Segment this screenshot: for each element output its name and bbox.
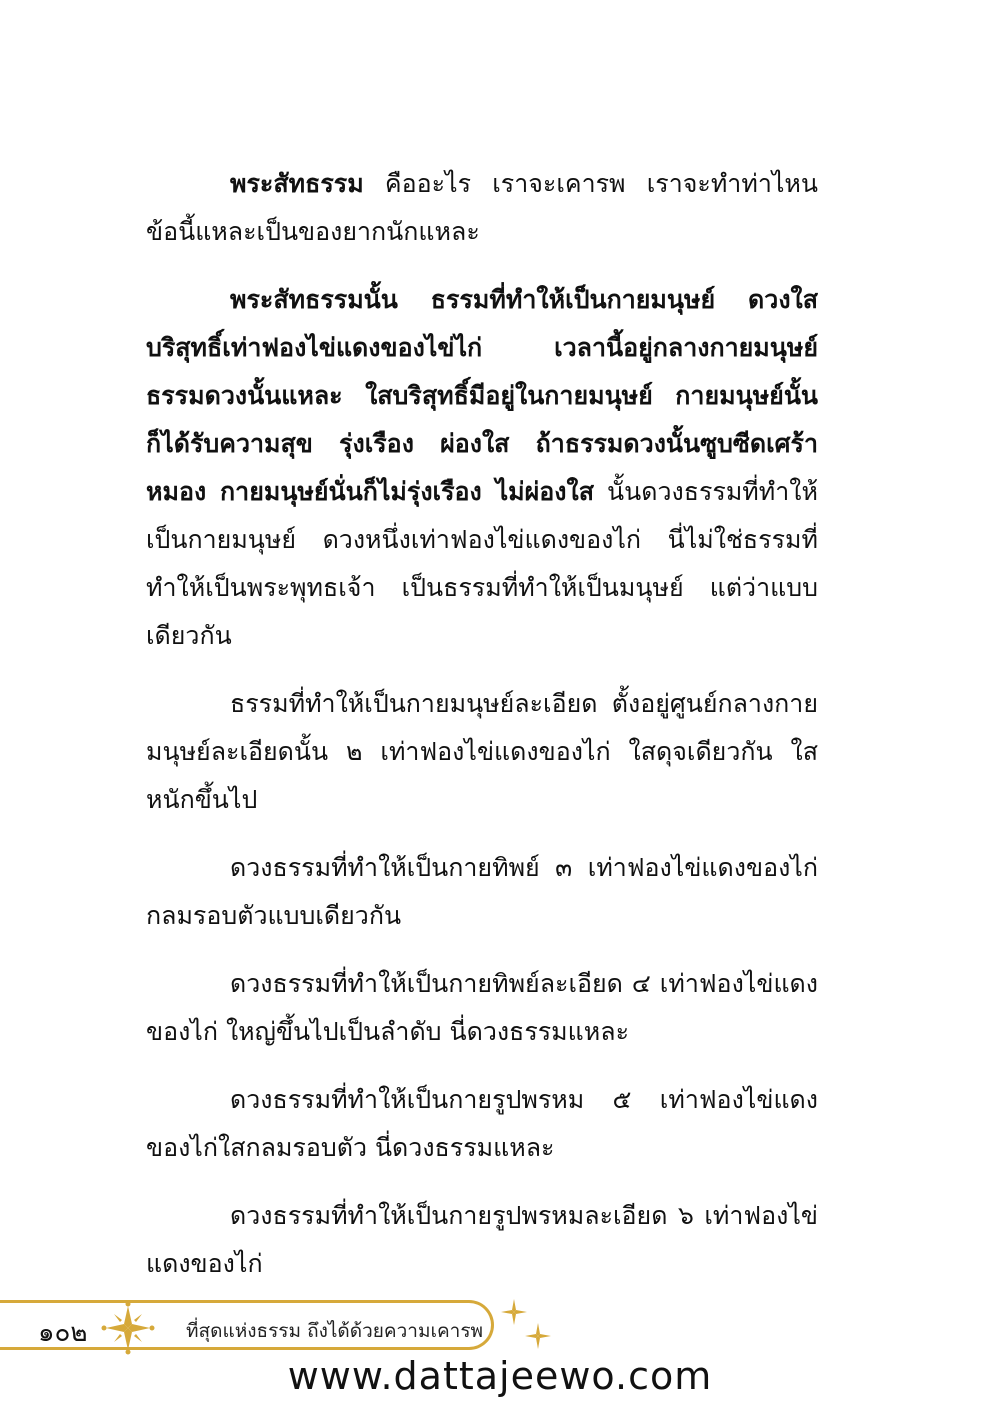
page-body xyxy=(146,160,818,1308)
paragraph-4 xyxy=(146,844,818,940)
paragraph-3 xyxy=(146,680,818,824)
paragraph-text: ดวงธรรมที่ทำให้เป็นกายทิพย์ละเอียด ๔ เท่าฟองไข่แดงของไก่ ใหญ่ขึ้นไปเป็นลำดับ นี่ดวงธรรมแหละ xyxy=(146,969,818,1046)
paragraph-text: ดวงธรรมที่ทำให้เป็นกายรูปพรหมละเอียด ๖ เท่าฟองไข่แดงของไก่ xyxy=(146,1201,818,1278)
paragraph-1 xyxy=(146,160,818,256)
gold-flower-ornament-icon xyxy=(100,1300,156,1356)
paragraph-text: ธรรมที่ทำให้เป็นกายมนุษย์ละเอียด ตั้งอยู่ศูนย์กลางกายมนุษย์ละเอียดนั้น ๒ เท่าฟองไข่แดงของไก่ ใสดุจเดียวกัน ใสหนักขึ้นไป xyxy=(146,689,818,814)
book-title: ที่สุดแห่งธรรม ถึงได้ด้วยความเคารพ xyxy=(186,1320,484,1342)
bold-lead: พระสัทธรรม xyxy=(230,169,364,198)
small-star-ornament-icon xyxy=(524,1322,552,1350)
paragraph-5 xyxy=(146,960,818,1056)
paragraph-text: ดวงธรรมที่ทำให้เป็นกายรูปพรหม ๕ เท่าฟองไข่แดงของไก่ใสกลมรอบตัว นี่ดวงธรรมแหละ xyxy=(146,1085,818,1162)
paragraph-text: คืออะไร เราจะเคารพ เราจะทำท่าไหน ข้อนี้แหละเป็นของยากนักแหละ xyxy=(146,169,818,246)
paragraph-6 xyxy=(146,1076,818,1172)
paragraph-text: ดวงธรรมที่ทำให้เป็นกายทิพย์ ๓ เท่าฟองไข่แดงของไก่ กลมรอบตัวแบบเดียวกัน xyxy=(146,853,818,930)
paragraph-7 xyxy=(146,1192,818,1288)
paragraph-2 xyxy=(146,276,818,660)
bold-lead: พระสัทธรรมนั้น ธรรมที่ทำให้เป็นกายมนุษย์ ดวงใสบริสุทธิ์เท่าฟองไข่แดงของไข่ไก่ เวลานี้อยู่กลางกายมนุษย์ ธรรมดวงนั้นแหละ ใสบริสุทธิ์มีอยู่ในกายมนุษย์ กายมนุษย์นั้นก็ได้รับความสุข รุ่งเรือง ผ่องใส ถ้าธรรมดวงนั้นซูบซีดเศร้าหมอง กายมนุษย์นั่นก็ไม่รุ่งเรือง ไม่ผ่องใส xyxy=(146,285,818,506)
website-url: www.dattajeewo.com xyxy=(287,1354,713,1398)
paragraph-text: นั้นดวงธรรมที่ทำให้เป็นกายมนุษย์ ดวงหนึ่งเท่าฟองไข่แดงของไก่ นี่ไม่ใช่ธรรมที่ทำให้เป็นพระพุทธเจ้า เป็นธรรมที่ทำให้เป็นมนุษย์ แต่ว่าแบบเดียวกัน xyxy=(146,477,818,650)
page-number: ๑๐๒ xyxy=(38,1318,88,1348)
